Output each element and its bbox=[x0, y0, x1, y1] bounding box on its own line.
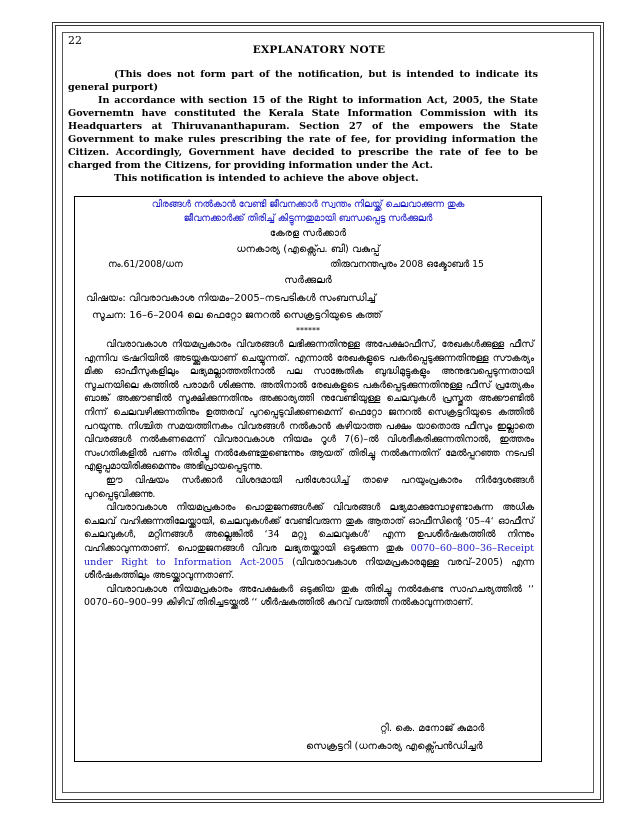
page-number: 22 bbox=[68, 34, 82, 47]
receipt-head-of-account: 0070–60–800–36–Receipt under Right to Information Act-2005 bbox=[84, 542, 534, 568]
reference-number: നം.61/2008/ധന bbox=[108, 259, 183, 270]
body-paragraph-2: ഈ വിഷയം സർക്കാർ വിശദമായി പരിശോധിച്ച് താഴെ പറയുംപ്രകാരം നിർദ്ദേശങ്ങൾ പുറപ്പെടുവിക്കുന്നു. bbox=[84, 474, 534, 500]
body-paragraph-3-text: വിവരാവകാശ നിയമപ്രകാരം പൊതുജനങ്ങൾക്ക് വിവരങ്ങൾ ലഭ്യമാക്കുമ്പോഴുണ്ടാകുന്ന അധിക ചെലവ് വഹിക്കുന്നതിലേയ്ക്കായി, ചെലവുകൾക്ക് വേണ്ടിവരുന്ന തുക ആതാത് ഓഫീസിന്റെ ‘05–4‘ ഓഫീസ് ചെലവുകൾ, മറ്റിനങ്ങൾ അല്ലെങ്കിൽ ‘34 മറ്റു ചെലവുകൾ‘ എന്ന ഉപശീർഷകത്തിൽ നിന്നും വഹിക്കാവുന്നതാണ്. പൊതുജനങ്ങൾ വിവര ലഭ്യതയ്ക്കായി ഒടുക്കുന്ന തുക bbox=[84, 502, 534, 554]
department-name: ധനകാര്യ (എക്സ്പെ. ബി) വകുപ്പ് bbox=[236, 244, 380, 255]
note-main-paragraph: In accordance with section 15 of the Right to information Act, 2005, the State Governemtn have constituted the Kerala State Information Commission with its Headquarters at Thiruvananthapuram. Section 27 of the empowers the State Government to make rules prescribing the rate of fee, for providing information the Citizen. Accordingly, Government have decided to prescribe the rate of fee to be charged from the Citizens, for providing information under the Act. bbox=[68, 95, 538, 171]
reference-line: സൂചന: 16–6–2004 ലെ ഫെറ്റോ ജനറൽ സെക്രട്ടറിയുടെ കത്ത് bbox=[92, 310, 382, 321]
body-paragraph-1: വിവരാവകാശ നിയമപ്രകാരം വിവരങ്ങൾ ലഭിക്കുന്നതിനുള്ള അപേക്ഷാഫീസ്, രേഖകൾക്കുള്ള ഫീസ് എന്നിവ ട്രഷറിയിൽ അടയ്ക്കുകയാണ് ചെയ്യുന്നത്. എന്നാൽ രേഖകളുടെ പകർപ്പെടുക്കുന്നതിനുള്ള സൗകര്യം മിക്ക ഓഫീസുകളിലും ലഭ്യമല്ലാത്തതിനാൽ പല സാങ്കേതിക ബുദ്ധിമുട്ടുകളും അനുഭവപ്പെടുന്നതായി സൂചനയിലെ കത്തിൽ പരാമർ ശിക്കുന്നു. അതിനാൽ രേഖകളുടെ പകർപ്പെടുക്കുന്നതിനുള്ള ഫീസ് പ്രത്യേകം ബാങ്ക് അക്കൗണ്ടിൽ സൂക്ഷിക്കുന്നതിനും അക്കാര്യത്തി നുവേണ്ടിയുള്ള ചെലവുകൾ പ്രസ്തുത അക്കൗണ്ടിൽ നിന്ന് ചെലവഴിക്കുന്നതിനും ഉത്തരവ് പുറപ്പെടുവിക്കണമെന്ന് ഫെറ്റോ ജനറൽ സെക്രട്ടറിയുടെ കത്തിൽ പറയുന്നു. നിശ്ചിത സമയത്തിനകം വിവരങ്ങൾ നൽകാൻ കഴിയാത്ത പക്ഷം യാതൊരു ഫീസും ഇല്ലാതെ വിവരങ്ങൾ നൽകണമെന്ന് വിവരാവകാശ നിയമം റൂൾ 7(6)–ൽ വിശദീകരിക്കുന്നതിനാൽ, ഇത്തരം സംഗതികളിൽ പണം തിരിച്ചു നൽകേണ്ടതുണ്ടെന്നും ആയത് തിരിച്ചു നൽകുന്നതിന് മേൽപ്പറഞ്ഞ നടപടി എളുപ്പമായിരിക്കുമെന്നും അഭിപ്രായപ്പെടുന്നു. bbox=[84, 339, 534, 473]
circular-label: സർക്കുലർ bbox=[284, 275, 332, 286]
explanatory-note bbox=[68, 68, 538, 185]
subject-line: വിഷയം: വിവരാവകാശ നിയമം–2005–നടപടികൾ സംബന്ധിച്ച് bbox=[86, 293, 376, 304]
reference-date: തിരുവനന്തപുരം 2008 ഒക്ടോബർ 15 bbox=[330, 259, 484, 270]
signatory-name: റ്റി. കെ. മനോജ് കുമാർ bbox=[380, 723, 485, 734]
page-title: EXPLANATORY NOTE bbox=[252, 44, 386, 56]
separator-stars: ****** bbox=[296, 326, 320, 335]
government-name: കേരള സർക്കാർ bbox=[269, 228, 347, 239]
circular-header-line2: ജീവനക്കാർക്ക് തിരിച്ച് കിട്ടുന്നതുമായി ബന്ധപ്പെട്ട സർക്കുലർ bbox=[183, 212, 433, 224]
signatory-title: സെക്രട്ടറി (ധനകാര്യ എക്സ്പെൻഡിച്ചർ bbox=[306, 741, 483, 752]
note-purport: (This does not form part of the notification, but is intended to indicate its general purport) bbox=[68, 69, 538, 93]
body-paragraph-3 bbox=[84, 501, 534, 583]
circular-header-line1: വിരങ്ങൾ നൽകാൻ വേണ്ടി ജീവനക്കാർ സ്വന്തം നിലയ്ക്ക് ചെലവാക്കുന്ന തുക bbox=[151, 199, 465, 210]
circular-body bbox=[84, 338, 534, 610]
body-paragraph-4: വിവരാവകാശ നിയമപ്രകാരം അപേക്ഷകർ ഒടുക്കിയ തുക തിരിച്ചു നൽകേണ്ട സാഹചര്യത്തിൽ ‘‘ 0070–60–900–99 കിഴിവ് തിരിച്ചടയ്ക്കൽ ‘‘ ശീർഷകത്തിൽ കുറവ് വരുത്തി നൽകാവുന്നതാണ്. bbox=[84, 583, 534, 609]
note-object: This notification is intended to achieve the above object. bbox=[114, 173, 419, 184]
circular-header bbox=[78, 198, 538, 225]
body-paragraph-3-tail: (വിവരാവകാശ നിയമപ്രകാരമുള്ള വരവ്–2005) എന്ന ശീർഷകത്തിലും അടയ്ക്കാവുന്നതാണ്. bbox=[84, 556, 534, 582]
